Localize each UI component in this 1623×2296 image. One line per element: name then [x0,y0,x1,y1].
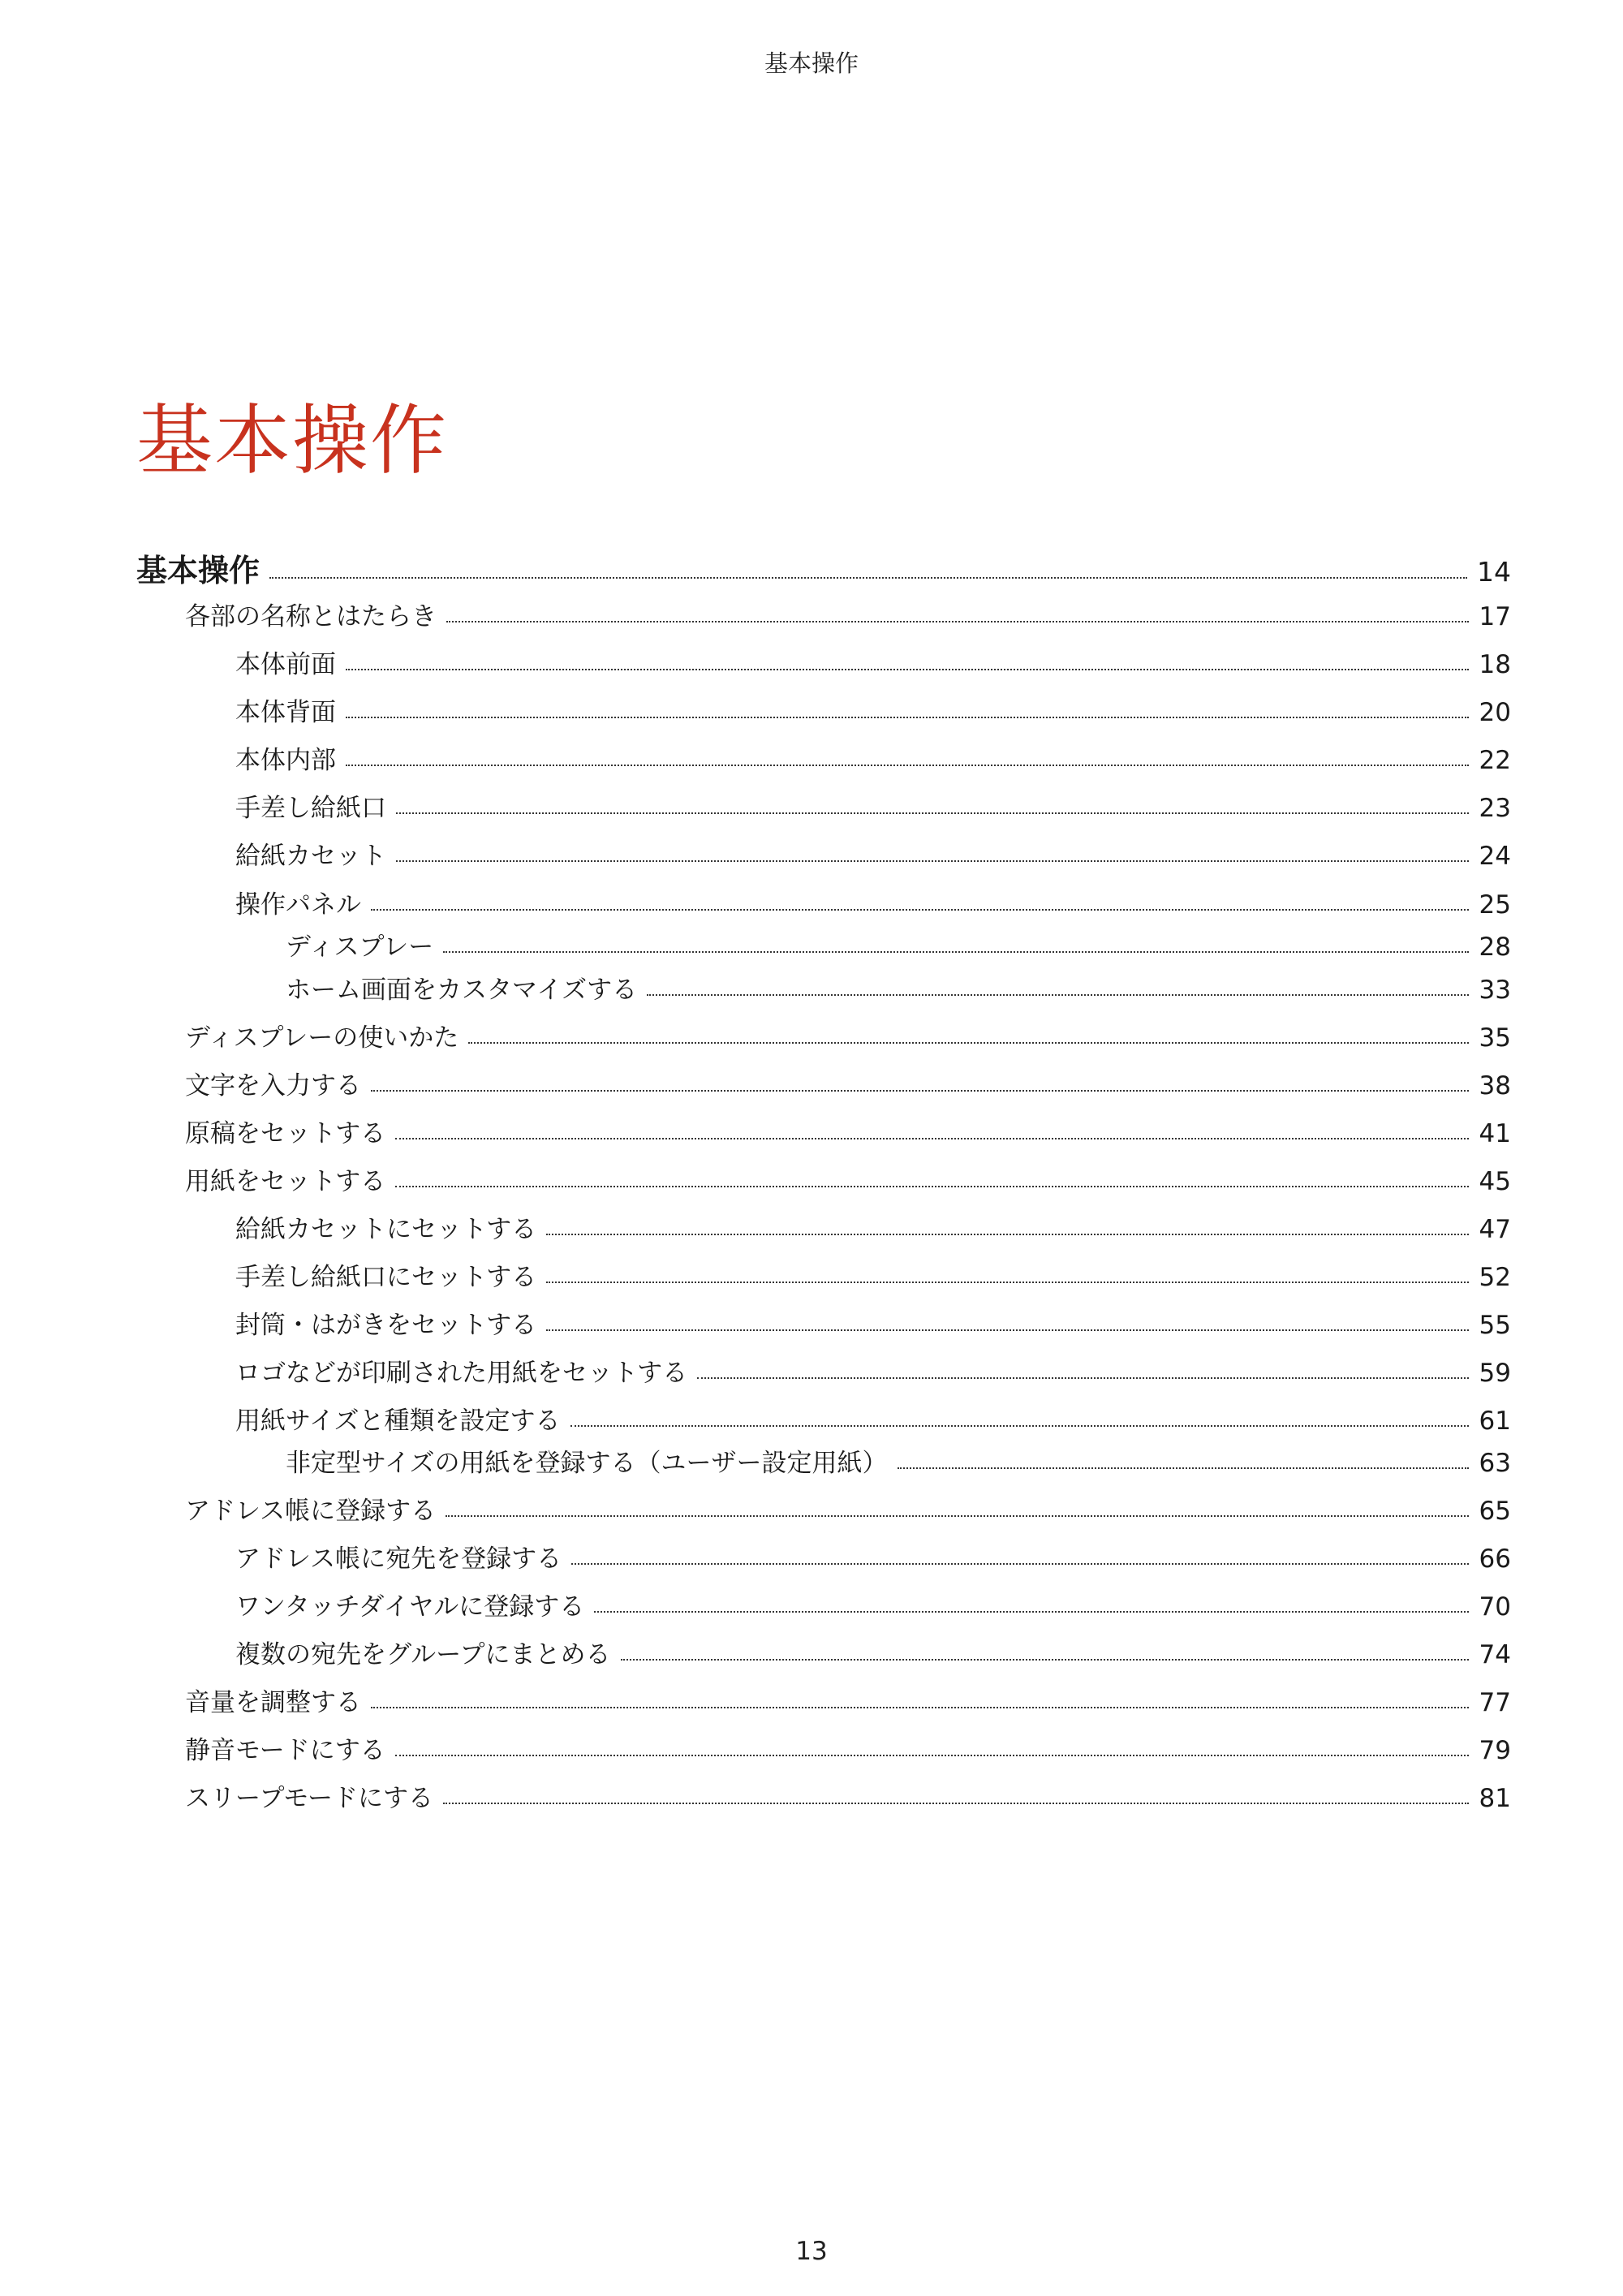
toc-entry[interactable] [185,1023,1511,1053]
toc-dot-leader [443,951,1469,953]
toc-dot-leader [647,994,1469,996]
toc-dot-leader [346,765,1469,766]
toc-entry[interactable] [286,1451,1511,1476]
toc-dot-leader [446,621,1469,622]
chapter-title: 基本操作 [136,397,449,485]
toc-entry-label: ディスプレー [286,933,434,962]
toc-entry-page: 35 [1479,1023,1511,1053]
toc-dot-leader [346,669,1469,670]
toc-entry-label: 手差し給紙口 [235,794,386,823]
toc-dot-leader [446,1515,1469,1517]
toc-entry-label: ディスプレーの使いかた [185,1023,459,1053]
toc-entry-page: 70 [1479,1592,1511,1622]
toc-dot-leader [269,577,1467,579]
toc-entry-page: 74 [1479,1640,1511,1669]
toc-entry-page: 77 [1479,1688,1511,1717]
toc-entry-page: 33 [1479,976,1511,1005]
toc-dot-leader [395,1755,1469,1756]
toc-entry[interactable] [235,1592,1511,1622]
toc-dot-leader [443,1803,1469,1804]
toc-entry-page: 59 [1479,1359,1511,1388]
toc-entry-page: 47 [1479,1215,1511,1244]
toc-entry[interactable] [235,844,1511,869]
toc-dot-leader [371,909,1469,911]
toc-entry-page: 66 [1479,1544,1511,1574]
toc-entry[interactable] [235,1217,1511,1243]
toc-dot-leader [898,1467,1469,1469]
toc-entry-label: 各部の名称とはたらき [185,602,437,631]
toc-dot-leader [571,1563,1469,1565]
toc-entry-page: 38 [1479,1071,1511,1101]
toc-entry-label: 操作パネル [235,890,361,920]
toc-dot-leader [395,1138,1469,1139]
toc-entry-page: 45 [1479,1167,1511,1196]
toc-entry-page: 55 [1479,1311,1511,1340]
toc-entry[interactable] [185,1071,1511,1101]
toc-entry-page: 41 [1479,1119,1511,1148]
toc-entry-label: ホーム画面をカスタマイズする [286,976,638,1005]
toc-entry-label: 本体前面 [235,650,336,679]
toc-entry[interactable] [235,748,1511,773]
toc-dot-leader [346,717,1469,718]
toc-entry-page: 61 [1479,1406,1511,1436]
toc-entry-label: アドレス帳に宛先を登録する [235,1544,562,1574]
toc-entry[interactable] [235,700,1511,726]
toc-entry-page: 79 [1479,1736,1511,1765]
toc-entry-label: 用紙をセットする [185,1167,386,1196]
toc-dot-leader [371,1090,1469,1092]
toc-dot-leader [395,1186,1469,1187]
toc-entry-page: 22 [1479,746,1511,775]
toc-dot-leader [546,1234,1469,1235]
toc-entry-label: 複数の宛先をグループにまとめる [235,1640,611,1669]
toc-entry-page: 17 [1479,602,1511,631]
running-header: 基本操作 [764,50,859,77]
toc-dot-leader [468,1042,1469,1044]
toc-entry-label: ロゴなどが印刷された用紙をセットする [235,1359,688,1388]
toc-entry-label: 音量を調整する [185,1688,361,1717]
toc-entry-label: 封筒・はがきをセットする [235,1311,537,1340]
toc-entry-page: 52 [1479,1263,1511,1292]
toc-entry[interactable] [235,1640,1511,1669]
toc-entry-label: アドレス帳に登録する [185,1497,437,1526]
toc-entry-label: 静音モードにする [185,1736,385,1765]
toc-entry[interactable] [235,1361,1511,1386]
toc-entry[interactable] [235,890,1511,920]
toc-entry-label: 給紙カセットにセットする [235,1215,537,1244]
toc-entry-page: 65 [1479,1497,1511,1526]
toc-dot-leader [371,1707,1469,1708]
toc-entry-page: 81 [1479,1784,1511,1813]
toc-entry-label: ワンタッチダイヤルに登録する [235,1592,585,1622]
toc-entry[interactable] [185,1167,1511,1196]
toc-dot-leader [570,1425,1469,1427]
toc-dot-leader [621,1659,1469,1661]
toc-entry-label: 給紙カセット [235,842,386,871]
toc-entry-label: 本体背面 [235,698,336,727]
toc-entry-label: 本体内部 [235,746,336,775]
toc-entry-label: 用紙サイズと種類を設定する [235,1406,561,1436]
toc-dot-leader [396,812,1469,814]
toc-entry[interactable] [235,1544,1511,1574]
toc-entry[interactable] [185,1786,1511,1811]
toc-entry-label: 手差し給紙口にセットする [235,1263,537,1292]
toc-entry[interactable] [185,1688,1511,1717]
toc-entry[interactable] [185,602,1511,631]
toc-dot-leader [697,1377,1469,1379]
toc-entry-label: スリープモードにする [185,1784,433,1813]
toc-entry-page: 24 [1479,842,1511,871]
toc-entry-page: 20 [1479,698,1511,727]
toc-entry-page: 23 [1479,794,1511,823]
toc-entry-page: 28 [1479,933,1511,962]
toc-entry-label: 基本操作 [136,553,260,588]
toc-entry[interactable] [235,796,1511,821]
toc-entry[interactable] [235,1406,1511,1436]
toc-entry-label: 非定型サイズの用紙を登録する（ユーザー設定用紙） [286,1449,888,1478]
toc-entry-page: 18 [1479,650,1511,679]
toc-dot-leader [546,1329,1469,1331]
toc-dot-leader [546,1282,1469,1283]
toc-dot-leader [594,1611,1469,1613]
toc-entry[interactable] [235,1313,1511,1338]
toc-entry[interactable] [185,1499,1511,1524]
toc-entry[interactable] [286,935,1511,960]
toc-entry[interactable] [235,1265,1511,1290]
toc-entry[interactable] [235,650,1511,679]
page-number: 13 [795,2237,828,2266]
toc-entry-label: 文字を入力する [185,1071,361,1101]
toc-entry[interactable] [185,1738,1511,1764]
toc-entry-page: 25 [1479,890,1511,920]
toc-entry-page: 63 [1479,1449,1511,1478]
toc-dot-leader [396,860,1469,862]
toc-entry[interactable] [286,978,1511,1003]
toc-entry-label: 原稿をセットする [185,1119,386,1148]
toc-entry[interactable] [185,1119,1511,1148]
toc-entry[interactable] [136,555,1511,586]
toc-entry-page: 14 [1477,556,1511,588]
